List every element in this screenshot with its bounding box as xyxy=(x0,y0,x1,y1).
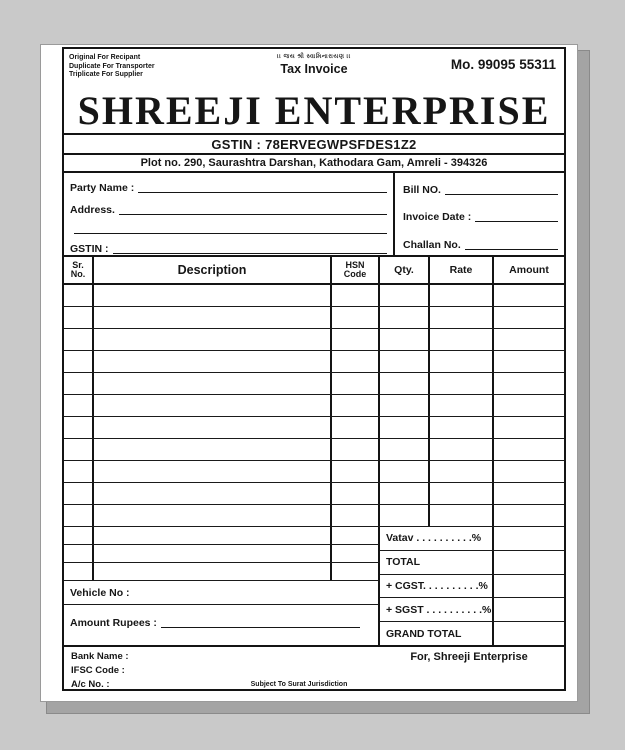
table-cell xyxy=(494,373,564,394)
signature-line: For, Shreeji Enterprise xyxy=(410,651,528,663)
col-header-sr-no: Sr. No. xyxy=(64,257,94,283)
jurisdiction-note: Subject To Surat Jurisdiction xyxy=(250,681,348,688)
invoice-date-line xyxy=(475,207,558,222)
table-cell xyxy=(94,563,332,580)
invoice-page xyxy=(40,44,578,702)
table-row xyxy=(64,285,564,307)
table-cell xyxy=(64,417,94,438)
table-cell xyxy=(94,545,332,562)
table-cell xyxy=(332,483,380,504)
invoice-border-box xyxy=(62,47,566,691)
party-address-line xyxy=(119,200,387,215)
col-header-amount: Amount xyxy=(509,264,549,276)
col-header-description: Description xyxy=(94,257,332,283)
amount-rupees-box xyxy=(64,605,380,645)
table-cell xyxy=(430,285,494,306)
challan-no-line xyxy=(465,235,558,250)
table-cell xyxy=(430,351,494,372)
col-header-qty: Qty. xyxy=(380,257,430,283)
business-gstin-bar: GSTIN : 78ERVEGWPSFDES1Z2 xyxy=(64,135,564,155)
table-cell xyxy=(94,351,332,372)
table-row xyxy=(64,483,564,505)
table-cell xyxy=(94,439,332,460)
totals-amount-cell xyxy=(494,527,564,550)
vehicle-no-box xyxy=(64,581,380,605)
totals-row-grand-total: GRAND TOTAL xyxy=(380,622,564,645)
items-table-header xyxy=(64,257,564,285)
party-section xyxy=(64,173,564,257)
bill-details xyxy=(393,173,564,257)
table-cell xyxy=(380,329,430,350)
table-cell xyxy=(94,505,332,526)
amount-rupees-label: Amount Rupees : xyxy=(70,617,157,629)
challan-no-label: Challan No. xyxy=(403,239,461,251)
table-cell xyxy=(332,461,380,482)
table-cell xyxy=(380,285,430,306)
table-row xyxy=(64,505,564,527)
table-cell xyxy=(332,527,380,544)
table-row xyxy=(64,461,564,483)
table-cell xyxy=(64,395,94,416)
table-row xyxy=(64,563,380,581)
table-cell xyxy=(332,307,380,328)
table-cell xyxy=(332,373,380,394)
party-name-line xyxy=(138,178,387,193)
table-cell xyxy=(64,527,94,544)
party-name-label: Party Name : xyxy=(70,182,135,194)
invocation-text: ।। જય શ્રી સ્વામિનારાયણ ।। xyxy=(277,54,351,60)
table-cell xyxy=(332,563,380,580)
copy-type-triplicate: Triplicate For Supplier xyxy=(69,71,143,78)
totals-row-sgst: + SGST . . . . . . . . . .% xyxy=(380,598,564,622)
totals-row-vatav: Vatav . . . . . . . . . .% xyxy=(380,527,564,551)
table-cell xyxy=(380,373,430,394)
table-cell xyxy=(332,505,380,526)
bank-name-label: Bank Name : xyxy=(71,651,129,662)
invoice-date-label: Invoice Date : xyxy=(403,211,472,223)
table-row xyxy=(64,307,564,329)
table-cell xyxy=(494,461,564,482)
table-cell xyxy=(64,329,94,350)
table-cell xyxy=(430,505,494,526)
table-cell xyxy=(94,461,332,482)
table-cell xyxy=(494,285,564,306)
table-cell xyxy=(494,329,564,350)
business-address-line: Plot no. 290, Saurashtra Darshan, Kathodara Gam, Amreli - 394326 xyxy=(64,155,564,173)
table-cell xyxy=(64,563,94,580)
totals-amount-cell xyxy=(494,575,564,598)
amount-rupees-line xyxy=(161,612,360,628)
totals-amount-cell xyxy=(494,598,564,621)
table-cell xyxy=(332,395,380,416)
table-cell xyxy=(494,307,564,328)
table-cell xyxy=(494,395,564,416)
table-row xyxy=(64,545,380,563)
items-table-body xyxy=(64,285,564,527)
table-cell xyxy=(64,285,94,306)
table-cell xyxy=(380,461,430,482)
table-row xyxy=(64,395,564,417)
table-cell xyxy=(494,439,564,460)
ac-no-label: A/c No. : xyxy=(71,679,110,690)
table-cell xyxy=(94,417,332,438)
document-type-label: Tax Invoice xyxy=(280,62,348,76)
col-header-hsn-code: HSN Code xyxy=(332,257,380,283)
business-name-title: SHREEJI ENTERPRISE xyxy=(64,89,564,135)
table-cell xyxy=(430,307,494,328)
table-cell xyxy=(494,483,564,504)
table-cell xyxy=(494,505,564,526)
table-cell xyxy=(430,373,494,394)
table-cell xyxy=(332,351,380,372)
col-header-rate: Rate xyxy=(430,257,494,283)
bill-no-label: Bill NO. xyxy=(403,184,441,196)
table-cell xyxy=(64,351,94,372)
table-cell xyxy=(64,461,94,482)
table-cell xyxy=(94,285,332,306)
table-cell xyxy=(430,395,494,416)
mobile-number: Mo. 99095 55311 xyxy=(450,57,556,72)
totals-amount-cell xyxy=(494,622,564,645)
table-row xyxy=(64,527,380,545)
table-cell xyxy=(380,505,430,526)
table-cell xyxy=(332,417,380,438)
table-cell xyxy=(430,417,494,438)
table-row xyxy=(64,373,564,395)
totals-amount-cell xyxy=(494,551,564,574)
table-cell xyxy=(430,329,494,350)
copy-type-duplicate: Duplicate For Transporter xyxy=(69,62,155,70)
totals-row-total: TOTAL xyxy=(380,551,564,575)
table-cell xyxy=(430,461,494,482)
table-cell xyxy=(380,483,430,504)
table-cell xyxy=(64,439,94,460)
table-cell xyxy=(94,527,332,544)
table-cell xyxy=(94,395,332,416)
table-cell xyxy=(64,545,94,562)
vehicle-no-label: Vehicle No : xyxy=(70,586,130,599)
table-cell xyxy=(332,545,380,562)
party-gstin-label: GSTIN : xyxy=(70,243,109,255)
table-row xyxy=(64,351,564,373)
bill-no-line xyxy=(445,180,558,195)
table-cell xyxy=(380,351,430,372)
party-gstin-line xyxy=(113,240,388,254)
table-cell xyxy=(380,395,430,416)
party-address-label: Address. xyxy=(70,204,115,216)
table-cell xyxy=(94,483,332,504)
table-cell xyxy=(94,373,332,394)
table-cell xyxy=(332,439,380,460)
table-row xyxy=(64,329,564,351)
table-cell xyxy=(94,329,332,350)
table-cell xyxy=(64,373,94,394)
party-address-line-2 xyxy=(74,222,387,234)
table-cell xyxy=(380,439,430,460)
table-row xyxy=(64,417,564,439)
table-cell xyxy=(380,417,430,438)
table-cell xyxy=(380,307,430,328)
ifsc-code-label: IFSC Code : xyxy=(71,665,125,676)
party-details xyxy=(64,173,393,257)
invoice-header xyxy=(64,49,564,89)
table-cell xyxy=(64,505,94,526)
totals-row-cgst: + CGST. . . . . . . . . .% xyxy=(380,575,564,599)
invoice-footer xyxy=(64,645,564,689)
table-cell xyxy=(494,351,564,372)
table-cell xyxy=(430,483,494,504)
table-cell xyxy=(430,439,494,460)
items-table-left-rows xyxy=(64,527,380,581)
table-cell xyxy=(64,307,94,328)
totals-section xyxy=(380,527,564,645)
table-cell xyxy=(94,307,332,328)
table-cell xyxy=(332,285,380,306)
table-cell xyxy=(494,417,564,438)
table-cell xyxy=(64,483,94,504)
copy-type-original: Original For Recipant xyxy=(69,54,141,61)
table-cell xyxy=(332,329,380,350)
table-row xyxy=(64,439,564,461)
